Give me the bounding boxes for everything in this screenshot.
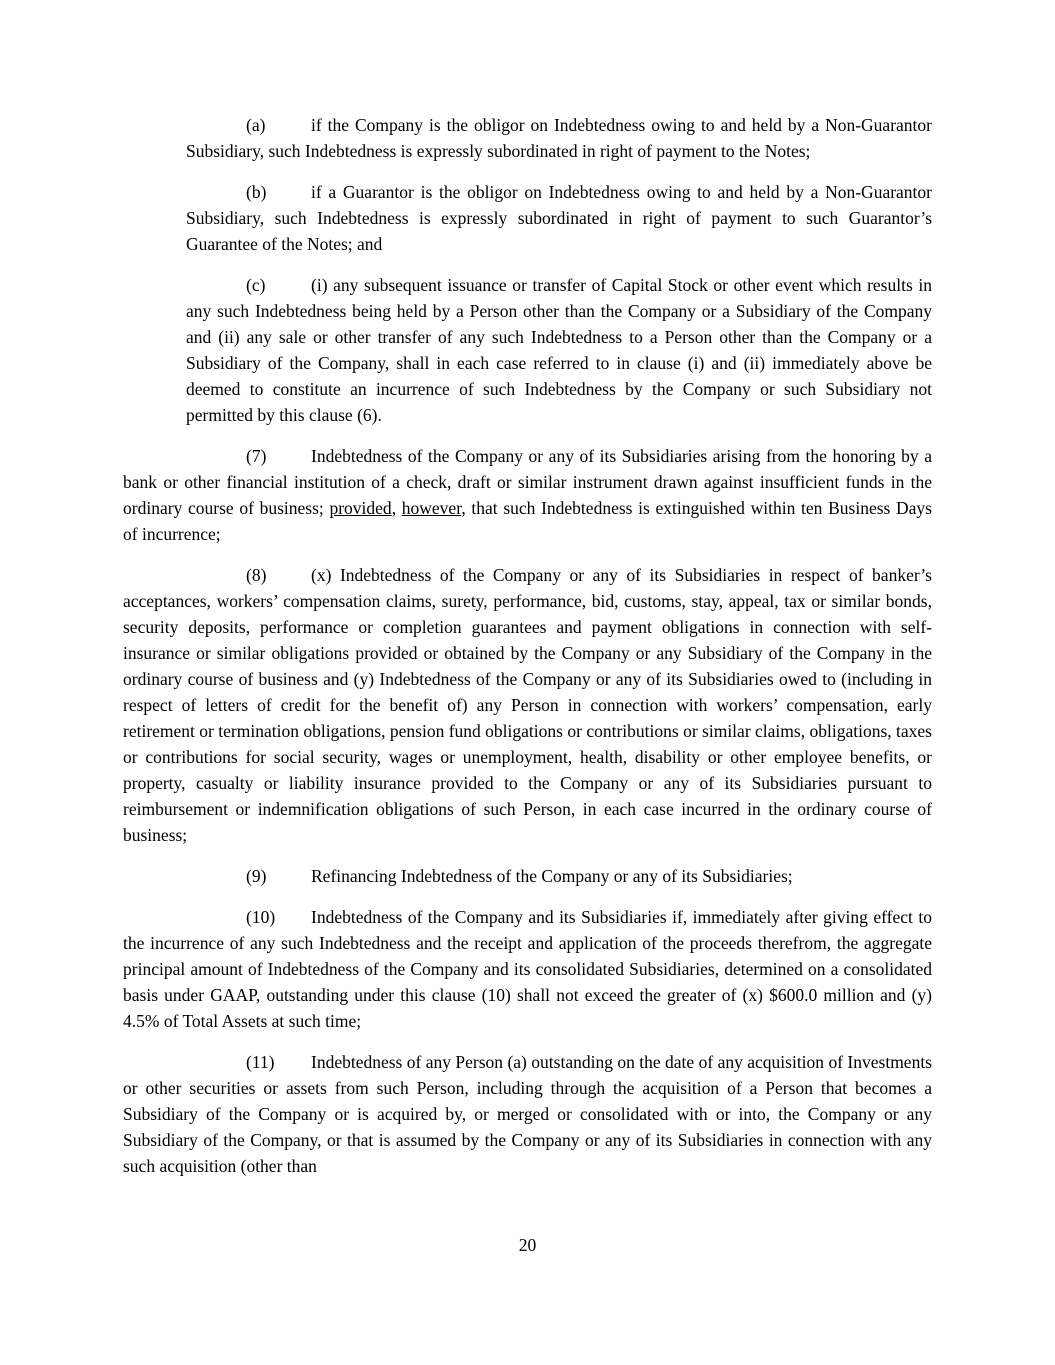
paragraph-text: , [391, 498, 402, 518]
paragraph-text: , that such Indebtedness is extinguished within ten Business Days of incurrence; [123, 498, 932, 544]
page-number: 20 [518, 1235, 537, 1255]
paragraph-label: (10) [246, 907, 276, 927]
paragraph-text: (x) Indebtedness of the Company or any of its Subsidiaries in respect of banker’s acceptances, workers’ compensation claims, surety, performance, bid, customs, stay, appeal, tax or similar bonds, security deposits, performance or completion guarantees and payment obligations in connection with self-insurance or similar obligations provided or obtained by the Company or any Subsidiary of the Company in the ordinary course of business and (y) Indebtedness of the Company or any of its Subsidiaries owed to (including in respect of letters of credit for the benefit of) any Person in connection with workers’ compensation, early retirement or termination obligations, pension fund obligations or contributions or similar claims, obligations, taxes or contributions for social security, wages or unemployment, health, disability or other employee benefits, or property, casualty or liability insurance provided to the Company or any of its Subsidiaries pursuant to reimbursement or indemnification obligations of such Person, in each case incurred in the ordinary course of business; [123, 565, 932, 845]
paragraph-text: Refinancing Indebtedness of the Company or any of its Subsidiaries; [311, 866, 793, 886]
paragraph-label: (7) [246, 446, 267, 466]
document-body [123, 112, 932, 1194]
paragraph-text: if the Company is the obligor on Indebtedness owing to and held by a Non-Guarantor Subsidiary, such Indebtedness is expressly subordinated in right of payment to the Notes; [186, 115, 932, 161]
paragraph-label: (11) [246, 1052, 275, 1072]
paragraph-label: (b) [246, 182, 267, 202]
paragraph [186, 272, 932, 428]
paragraph-label: (8) [246, 565, 267, 585]
paragraph-label: (a) [246, 115, 266, 135]
paragraph-label: (9) [246, 866, 267, 886]
paragraph-label: (c) [246, 275, 266, 295]
paragraph [123, 443, 932, 547]
paragraph-text: (i) any subsequent issuance or transfer of Capital Stock or other event which results in any such Indebtedness being held by a Person other than the Company or a Subsidiary of the Company and (ii) any sale or other transfer of any such Indebtedness to a Person other than the Company or a Subsidiary of the Company, shall in each case referred to in clause (i) and (ii) immediately above be deemed to constitute an incurrence of such Indebtedness by the Company or such Subsidiary not permitted by this clause (6). [186, 275, 932, 425]
paragraph-text: Indebtedness of the Company and its Subsidiaries if, immediately after giving effect to the incurrence of any such Indebtedness and the receipt and application of the proceeds therefrom, the aggregate principal amount of Indebtedness of the Company and its consolidated Subsidiaries, determined on a consolidated basis under GAAP, outstanding under this clause (10) shall not exceed the greater of (x) $600.0 million and (y) 4.5% of Total Assets at such time; [123, 907, 932, 1031]
paragraph [186, 179, 932, 257]
paragraph-text: Indebtedness of the Company or any of its Subsidiaries arising from the honoring by a bank or other financial institution of a check, draft or similar instrument drawn against insufficient funds in the ordinary course of business; [123, 446, 932, 518]
underlined-text: provided [329, 498, 392, 518]
paragraph [123, 904, 932, 1034]
paragraph [123, 562, 932, 848]
paragraph [123, 1049, 932, 1179]
paragraph [186, 112, 932, 164]
paragraph-text: Indebtedness of any Person (a) outstanding on the date of any acquisition of Investments or other securities or assets from such Person, including through the acquisition of a Person that becomes a Subsidiary of the Company or is acquired by, or merged or consolidated with or into, the Company or any Subsidiary of the Company, or that is assumed by the Company or any of its Subsidiaries in connection with any such acquisition (other than [123, 1052, 932, 1176]
paragraph [123, 863, 932, 889]
underlined-text: however [401, 498, 462, 518]
paragraph-text: if a Guarantor is the obligor on Indebtedness owing to and held by a Non-Guarantor Subsidiary, such Indebtedness is expressly subordinated in right of payment to such Guarantor’s Guarantee of the Notes; and [186, 182, 932, 254]
